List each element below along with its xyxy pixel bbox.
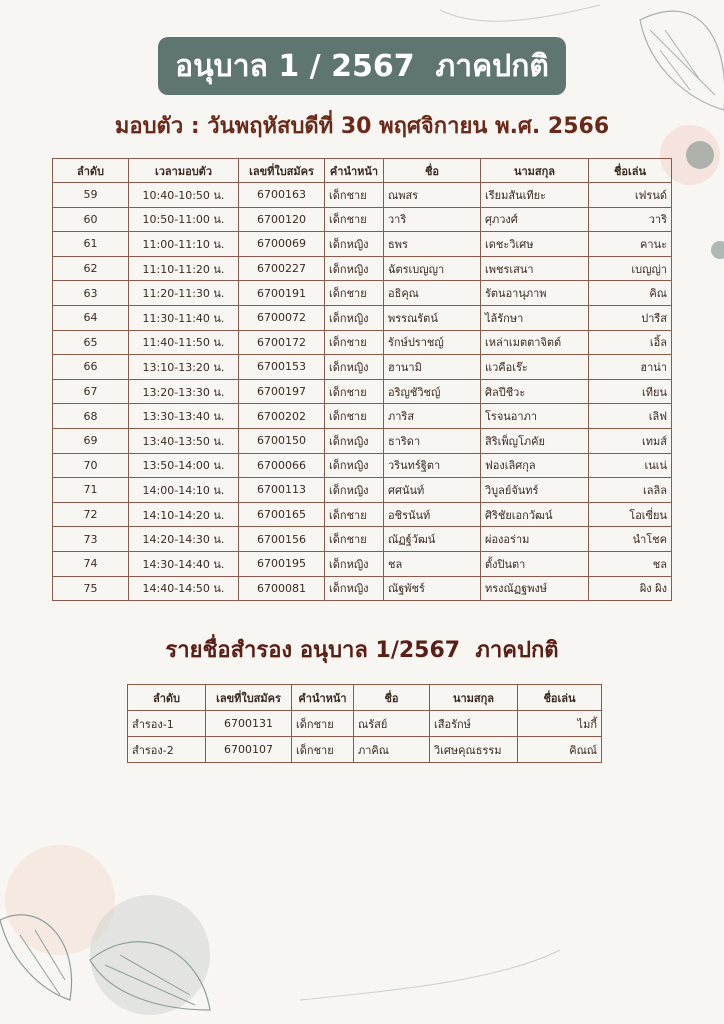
cell-order: 60 bbox=[53, 207, 129, 232]
cell-nickname: เฟรนด์ bbox=[589, 183, 672, 208]
cell-last-name: สิริเพ็ญโภคัย bbox=[481, 428, 589, 453]
table-row bbox=[53, 576, 672, 601]
cell-prefix: เด็กชาย bbox=[325, 502, 384, 527]
cell-first-name: อริญชัวิชญ์ bbox=[384, 379, 481, 404]
cell-order: สำรอง-1 bbox=[128, 711, 206, 737]
table-row bbox=[53, 551, 672, 576]
main-registration-table bbox=[52, 158, 672, 601]
cell-nickname: ชล bbox=[589, 551, 672, 576]
cell-last-name: เดชะวิเศษ bbox=[481, 232, 589, 257]
cell-time: 11:00-11:10 น. bbox=[129, 232, 239, 257]
cell-last-name: ฟองเลิศกุล bbox=[481, 453, 589, 478]
cell-nickname: วาริ bbox=[589, 207, 672, 232]
cell-application-no: 6700153 bbox=[239, 355, 325, 380]
cell-nickname: นำโชค bbox=[589, 527, 672, 552]
cell-time: 13:10-13:20 น. bbox=[129, 355, 239, 380]
cell-order: สำรอง-2 bbox=[128, 737, 206, 763]
cell-order: 72 bbox=[53, 502, 129, 527]
cell-nickname: ฮาน่า bbox=[589, 355, 672, 380]
table-row bbox=[53, 256, 672, 281]
cell-first-name: พรรณรัตน์ bbox=[384, 305, 481, 330]
table-header-row bbox=[128, 685, 602, 711]
cell-first-name: ณัฏฐ์วัฒน์ bbox=[384, 527, 481, 552]
cell-application-no: 6700165 bbox=[239, 502, 325, 527]
cell-time: 10:40-10:50 น. bbox=[129, 183, 239, 208]
cell-application-no: 6700107 bbox=[206, 737, 292, 763]
cell-first-name: ณรัสย์ bbox=[354, 711, 430, 737]
cell-time: 11:10-11:20 น. bbox=[129, 256, 239, 281]
table-row bbox=[128, 711, 602, 737]
cell-application-no: 6700120 bbox=[239, 207, 325, 232]
cell-order: 71 bbox=[53, 478, 129, 503]
cell-nickname: คานะ bbox=[589, 232, 672, 257]
table-row bbox=[53, 453, 672, 478]
header-order: ลำดับ bbox=[53, 159, 129, 183]
cell-nickname: เนเน่ bbox=[589, 453, 672, 478]
cell-application-no: 6700066 bbox=[239, 453, 325, 478]
cell-last-name: ศุภวงศ์ bbox=[481, 207, 589, 232]
cell-last-name: ทรงณัฏฐพงษ์ bbox=[481, 576, 589, 601]
cell-order: 62 bbox=[53, 256, 129, 281]
cell-last-name: แวคือเร๊ะ bbox=[481, 355, 589, 380]
cell-prefix: เด็กชาย bbox=[325, 379, 384, 404]
cell-prefix: เด็กหญิง bbox=[325, 355, 384, 380]
cell-last-name: เสือรักษ์ bbox=[430, 711, 518, 737]
header-order: ลำดับ bbox=[128, 685, 206, 711]
header-nickname: ชื่อเล่น bbox=[589, 159, 672, 183]
cell-last-name: ศิริชัยเอกวัฒน์ bbox=[481, 502, 589, 527]
cell-time: 13:40-13:50 น. bbox=[129, 428, 239, 453]
cell-nickname: เทียน bbox=[589, 379, 672, 404]
cell-application-no: 6700172 bbox=[239, 330, 325, 355]
cell-last-name: ผ่องอร่าม bbox=[481, 527, 589, 552]
cell-nickname: ไมกี้ bbox=[518, 711, 602, 737]
cell-time: 13:20-13:30 น. bbox=[129, 379, 239, 404]
cell-prefix: เด็กหญิง bbox=[325, 256, 384, 281]
cell-last-name: วิเศษคุณธรรม bbox=[430, 737, 518, 763]
cell-nickname: ปารีส bbox=[589, 305, 672, 330]
cell-prefix: เด็กชาย bbox=[325, 183, 384, 208]
cell-first-name: ฮานามิ bbox=[384, 355, 481, 380]
cell-first-name: อชิรนันท์ bbox=[384, 502, 481, 527]
cell-prefix: เด็กชาย bbox=[325, 207, 384, 232]
cell-order: 67 bbox=[53, 379, 129, 404]
cell-order: 75 bbox=[53, 576, 129, 601]
cell-prefix: เด็กหญิง bbox=[325, 478, 384, 503]
cell-application-no: 6700156 bbox=[239, 527, 325, 552]
cell-time: 13:50-14:00 น. bbox=[129, 453, 239, 478]
header-prefix: คำนำหน้า bbox=[292, 685, 354, 711]
cell-order: 65 bbox=[53, 330, 129, 355]
cell-prefix: เด็กชาย bbox=[292, 711, 354, 737]
cell-first-name: ภาริส bbox=[384, 404, 481, 429]
cell-application-no: 6700072 bbox=[239, 305, 325, 330]
cell-order: 61 bbox=[53, 232, 129, 257]
cell-prefix: เด็กหญิง bbox=[325, 232, 384, 257]
cell-nickname: ผิง ผิง bbox=[589, 576, 672, 601]
cell-nickname: เบญญ่า bbox=[589, 256, 672, 281]
header-last-name: นามสกุล bbox=[481, 159, 589, 183]
cell-application-no: 6700131 bbox=[206, 711, 292, 737]
table-row bbox=[53, 478, 672, 503]
cell-order: 59 bbox=[53, 183, 129, 208]
cell-first-name: ศศนันท์ bbox=[384, 478, 481, 503]
cell-prefix: เด็กชาย bbox=[325, 281, 384, 306]
cell-prefix: เด็กหญิง bbox=[325, 453, 384, 478]
cell-first-name: วาริ bbox=[384, 207, 481, 232]
table-row bbox=[128, 737, 602, 763]
cell-order: 70 bbox=[53, 453, 129, 478]
cell-application-no: 6700227 bbox=[239, 256, 325, 281]
header-application-no: เลขที่ใบสมัคร bbox=[206, 685, 292, 711]
cell-last-name: เรียมสันเทียะ bbox=[481, 183, 589, 208]
cell-last-name: เพชรเสนา bbox=[481, 256, 589, 281]
cell-time: 14:20-14:30 น. bbox=[129, 527, 239, 552]
registration-date-heading: มอบตัว : วันพฤหัสบดีที่ 30 พฤศจิกายน พ.ศ. 2566 bbox=[114, 114, 610, 139]
cell-application-no: 6700195 bbox=[239, 551, 325, 576]
cell-last-name: ตั้งปินตา bbox=[481, 551, 589, 576]
cell-nickname: เลลิล bbox=[589, 478, 672, 503]
cell-application-no: 6700069 bbox=[239, 232, 325, 257]
cell-last-name: ไล้รักษา bbox=[481, 305, 589, 330]
cell-nickname: คิณ bbox=[589, 281, 672, 306]
cell-last-name: โรจนอาภา bbox=[481, 404, 589, 429]
cell-nickname: เทมส์ bbox=[589, 428, 672, 453]
cell-nickname: เอิ้ล bbox=[589, 330, 672, 355]
cell-prefix: เด็กหญิง bbox=[325, 305, 384, 330]
table-row bbox=[53, 207, 672, 232]
cell-nickname: คิณณ์ bbox=[518, 737, 602, 763]
table-row bbox=[53, 355, 672, 380]
table-row bbox=[53, 232, 672, 257]
reserve-table bbox=[127, 684, 602, 763]
cell-first-name: ณพสร bbox=[384, 183, 481, 208]
cell-application-no: 6700197 bbox=[239, 379, 325, 404]
table-row bbox=[53, 502, 672, 527]
table-row bbox=[53, 404, 672, 429]
header-first-name: ชื่อ bbox=[384, 159, 481, 183]
table-row bbox=[53, 183, 672, 208]
cell-last-name: วิบูลย์จันทร์ bbox=[481, 478, 589, 503]
cell-time: 14:40-14:50 น. bbox=[129, 576, 239, 601]
header-time: เวลามอบตัว bbox=[129, 159, 239, 183]
cell-time: 11:20-11:30 น. bbox=[129, 281, 239, 306]
cell-order: 69 bbox=[53, 428, 129, 453]
cell-first-name: ณัฐพัชร์ bbox=[384, 576, 481, 601]
cell-first-name: ชล bbox=[384, 551, 481, 576]
header-last-name: นามสกุล bbox=[430, 685, 518, 711]
cell-order: 74 bbox=[53, 551, 129, 576]
cell-prefix: เด็กหญิง bbox=[325, 576, 384, 601]
cell-first-name: ธาริดา bbox=[384, 428, 481, 453]
cell-prefix: เด็กหญิง bbox=[325, 551, 384, 576]
cell-time: 10:50-11:00 น. bbox=[129, 207, 239, 232]
header-first-name: ชื่อ bbox=[354, 685, 430, 711]
cell-nickname: โอเซี่ยน bbox=[589, 502, 672, 527]
cell-nickname: เลิฟ bbox=[589, 404, 672, 429]
cell-application-no: 6700191 bbox=[239, 281, 325, 306]
cell-last-name: เหล่าเมตตาจิตต์ bbox=[481, 330, 589, 355]
cell-order: 66 bbox=[53, 355, 129, 380]
table-row bbox=[53, 428, 672, 453]
cell-order: 73 bbox=[53, 527, 129, 552]
table-row bbox=[53, 379, 672, 404]
cell-order: 64 bbox=[53, 305, 129, 330]
cell-first-name: ธพร bbox=[384, 232, 481, 257]
cell-first-name: ภาคิณ bbox=[354, 737, 430, 763]
cell-prefix: เด็กชาย bbox=[325, 404, 384, 429]
reserve-list-heading: รายชื่อสำรอง อนุบาล 1/2567 ภาคปกติ bbox=[165, 638, 559, 663]
cell-first-name: วรินทร์ฐิตา bbox=[384, 453, 481, 478]
cell-first-name: รักษ์ปราชญ์ bbox=[384, 330, 481, 355]
cell-application-no: 6700081 bbox=[239, 576, 325, 601]
header-nickname: ชื่อเล่น bbox=[518, 685, 602, 711]
table-row bbox=[53, 281, 672, 306]
cell-time: 14:10-14:20 น. bbox=[129, 502, 239, 527]
header-prefix: คำนำหน้า bbox=[325, 159, 384, 183]
header-application-no: เลขที่ใบสมัคร bbox=[239, 159, 325, 183]
table-row bbox=[53, 527, 672, 552]
cell-application-no: 6700163 bbox=[239, 183, 325, 208]
cell-first-name: ฉัตรเบญญา bbox=[384, 256, 481, 281]
cell-order: 68 bbox=[53, 404, 129, 429]
cell-last-name: รัตนอานุภาพ bbox=[481, 281, 589, 306]
cell-prefix: เด็กหญิง bbox=[325, 428, 384, 453]
cell-order: 63 bbox=[53, 281, 129, 306]
cell-first-name: อธิคุณ bbox=[384, 281, 481, 306]
cell-application-no: 6700113 bbox=[239, 478, 325, 503]
cell-prefix: เด็กชาย bbox=[325, 330, 384, 355]
table-row bbox=[53, 330, 672, 355]
page-title: อนุบาล 1 / 2567 ภาคปกติ bbox=[158, 37, 566, 95]
table-header-row bbox=[53, 159, 672, 183]
cell-last-name: ศิลปีชีวะ bbox=[481, 379, 589, 404]
cell-application-no: 6700202 bbox=[239, 404, 325, 429]
cell-time: 11:40-11:50 น. bbox=[129, 330, 239, 355]
cell-time: 13:30-13:40 น. bbox=[129, 404, 239, 429]
cell-time: 14:30-14:40 น. bbox=[129, 551, 239, 576]
table-row bbox=[53, 305, 672, 330]
cell-prefix: เด็กชาย bbox=[292, 737, 354, 763]
cell-time: 11:30-11:40 น. bbox=[129, 305, 239, 330]
cell-application-no: 6700150 bbox=[239, 428, 325, 453]
cell-prefix: เด็กชาย bbox=[325, 527, 384, 552]
cell-time: 14:00-14:10 น. bbox=[129, 478, 239, 503]
